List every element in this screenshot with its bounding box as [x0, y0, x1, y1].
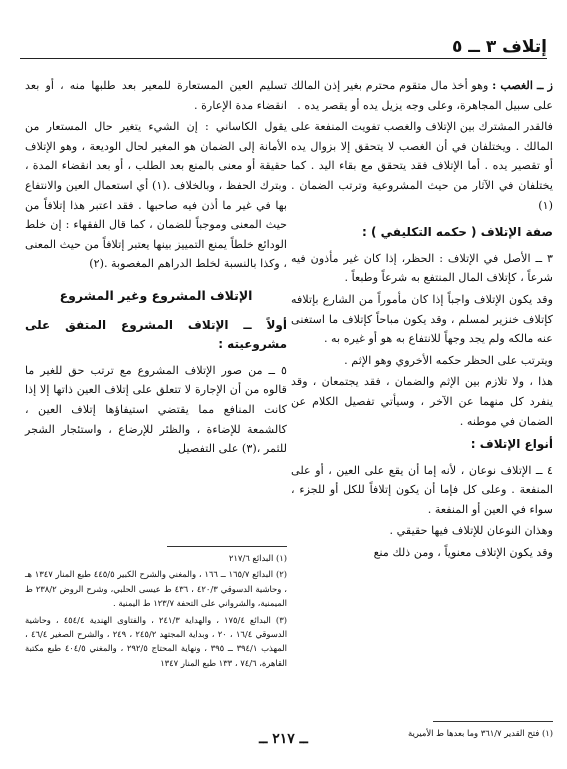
footnote-separator: [433, 721, 553, 722]
section-heading-types: أنواع الإتلاف :: [470, 437, 553, 452]
paragraph-3: ٣ ــ الأصل في الإتلاف : الحظر، إذا كان غير مأذون فيه شرعاً ، كإتلاف المال المنتفع به شرعاً وطبعاً .: [291, 251, 553, 285]
footnotes-left: [25, 538, 287, 672]
term-ghasb: ز ــ الغصب :: [492, 78, 553, 92]
right-column: [291, 76, 553, 738]
footnote: (٢) البدائع ١٦٥/٧ ــ ١٦٦ ، والمغني والشرح الكبير ٤٤٥/٥ طبع المنار ١٣٤٧ هـ ، وحاشية الدسوقي ٤٢٠/٣ ، ٤٣٦ ط عيسى الحلبي، وشرح الروض ٢٣٨/٢ ط الميمنية، والشرواني على التحفة ١٢٣/٧ ط اليمنية .: [25, 569, 287, 609]
section-heading-ruling: صفة الإتلاف ( حكمه التكليفي ) :: [362, 225, 553, 240]
paragraph-1: تسليم العين المستعارة للمعير بعد طلبها منه ، أو بعد انقضاء مدة الإعارة .: [25, 79, 287, 112]
paragraph-text: وهو أخذ مال متقوم محترم بغير إذن المالك على سبيل المجاهرة، وعلى وجه يزيل يده أو يقصر يده .: [291, 79, 553, 112]
left-column: [25, 76, 288, 668]
subsection-heading-agreed: أولاً ــ الإتلاف المشروع المتفق على مشروعيته :: [25, 317, 287, 352]
section-heading-lawful: الإتلاف المشروع وغير المشروع: [59, 287, 253, 303]
footnote: (٣) البدائع ١٧٥/٤ ، والهداية ٢٤١/٣ ، والفتاوى الهندية ٤٥٤/٤ ، وحاشية الدسوقي ١٦/٤ ، ٢٠ ، وبداية المجتهد ٢٤٥/٢ ، ٢٤٩ ، والشرح الصغير ٤٦/٤ ، المهذب ٣٩٤/١ ــ ٣٩٥ ، ونهاية المحتاج ٢٩٢/٥ ، والمغني ٤٠٤/٥ طبع مكتبة القاهرة، ٧٤/٦ ، ١٣٣ طبع المنار ١٣٤٧: [25, 614, 288, 668]
footnote: (١) فتح القدير ٣٦١/٧ وما بعدها ط الأميرية: [407, 728, 553, 738]
paragraph-4: وقد يكون الإتلاف واجباً إذا كان مأموراً من الشارع بإتلافه كإتلاف خنزير لمسلم ، وقد يكون مباحاً كإتلاف ما استغنى عنه مالكه ولم يجد وجهاً للانتفاع به هو أو غيره به .: [291, 292, 553, 346]
running-title: إتلاف ٣ ــ ٥: [451, 37, 547, 57]
page-header: [20, 36, 547, 59]
paragraph-5-lawful: ٥ ــ من صور الإتلاف المشروع مع ترتب حق للغير ما قالوه من أن الإجارة لا تتعلق على إتلاف العين ذاتها إلا إذا كانت المنافع مما يقتضي استيفاؤها إتلاف العين ، كالشمعة للإضاءة ، والظئر للإرضاع ، واستئجار الشجر للثمر ،(٣) على التفصيل: [25, 363, 287, 456]
paragraph-kasani: يقول الكاساني : إن الشيء يتغير حال المستعار من الأمانة إلى الضمان هو المغير لحال الوديعة ، وهو الإتلاف حقيقة أو معنى بالمنع بعد الطلب ، أو بعد انقضاء المدة ، وبترك الحفظ ، وبالخلاف .(١) أي استعمال العين والانتفاع بها في غير ما أذن فيه صاحبها . فقد اعتبر هذا إتلافاً من حيث المعنى وموجباً للضمان ، كما قال الفقهاء : إن خلط الودائع خلطاً يمنع التمييز بينها يعتبر إتلافاً من حيث المعنى ، وكذا بالنسبة لخلط الدراهم المغصوبة .(٢): [25, 120, 287, 271]
paragraph-5: ويترتب على الحظر حكمه الأخروي وهو الإثم .: [344, 353, 553, 367]
paragraph-9: وقد يكون الإتلاف معنوياً ، ومن ذلك منع: [373, 546, 553, 560]
footnote-separator: [167, 546, 287, 547]
paragraph-6: هذا ، ولا تلازم بين الإثم والضمان ، فقد يجتمعان ، وقد ينفرد كل منهما عن الآخر ، وسيأتي تفصيل الكلام عن الضمان في موطنه .: [291, 375, 553, 428]
paragraph-8: وهذان النوعان للإتلاف فيها حقيقي .: [389, 524, 553, 538]
footnote: (١) البدائع ٢١٧/٦: [228, 553, 287, 563]
paragraph-7: ٤ ــ الإتلاف نوعان ، لأنه إما أن يقع على العين ، أو على المنفعة . وعلى كل فإما أن يكون إتلافاً للكل أو للجزء ، سواء في العين أو المنفعة .: [291, 463, 553, 516]
paragraph-common-ground: فالقدر المشترك بين الإتلاف والغصب تفويت المنفعة على المالك . ويختلفان في أن الغصب لا يتحقق إلا بزوال يده أو تقصير يده . أما الإتلاف فقد يتحقق مع بقاء اليد . كما يختلفان في الآثار من حيث المشروعية وترتب الضمان .(١): [291, 120, 553, 212]
page-number: ــ ٢١٧ ــ: [259, 731, 308, 747]
paragraph-ghasb: [291, 76, 553, 115]
